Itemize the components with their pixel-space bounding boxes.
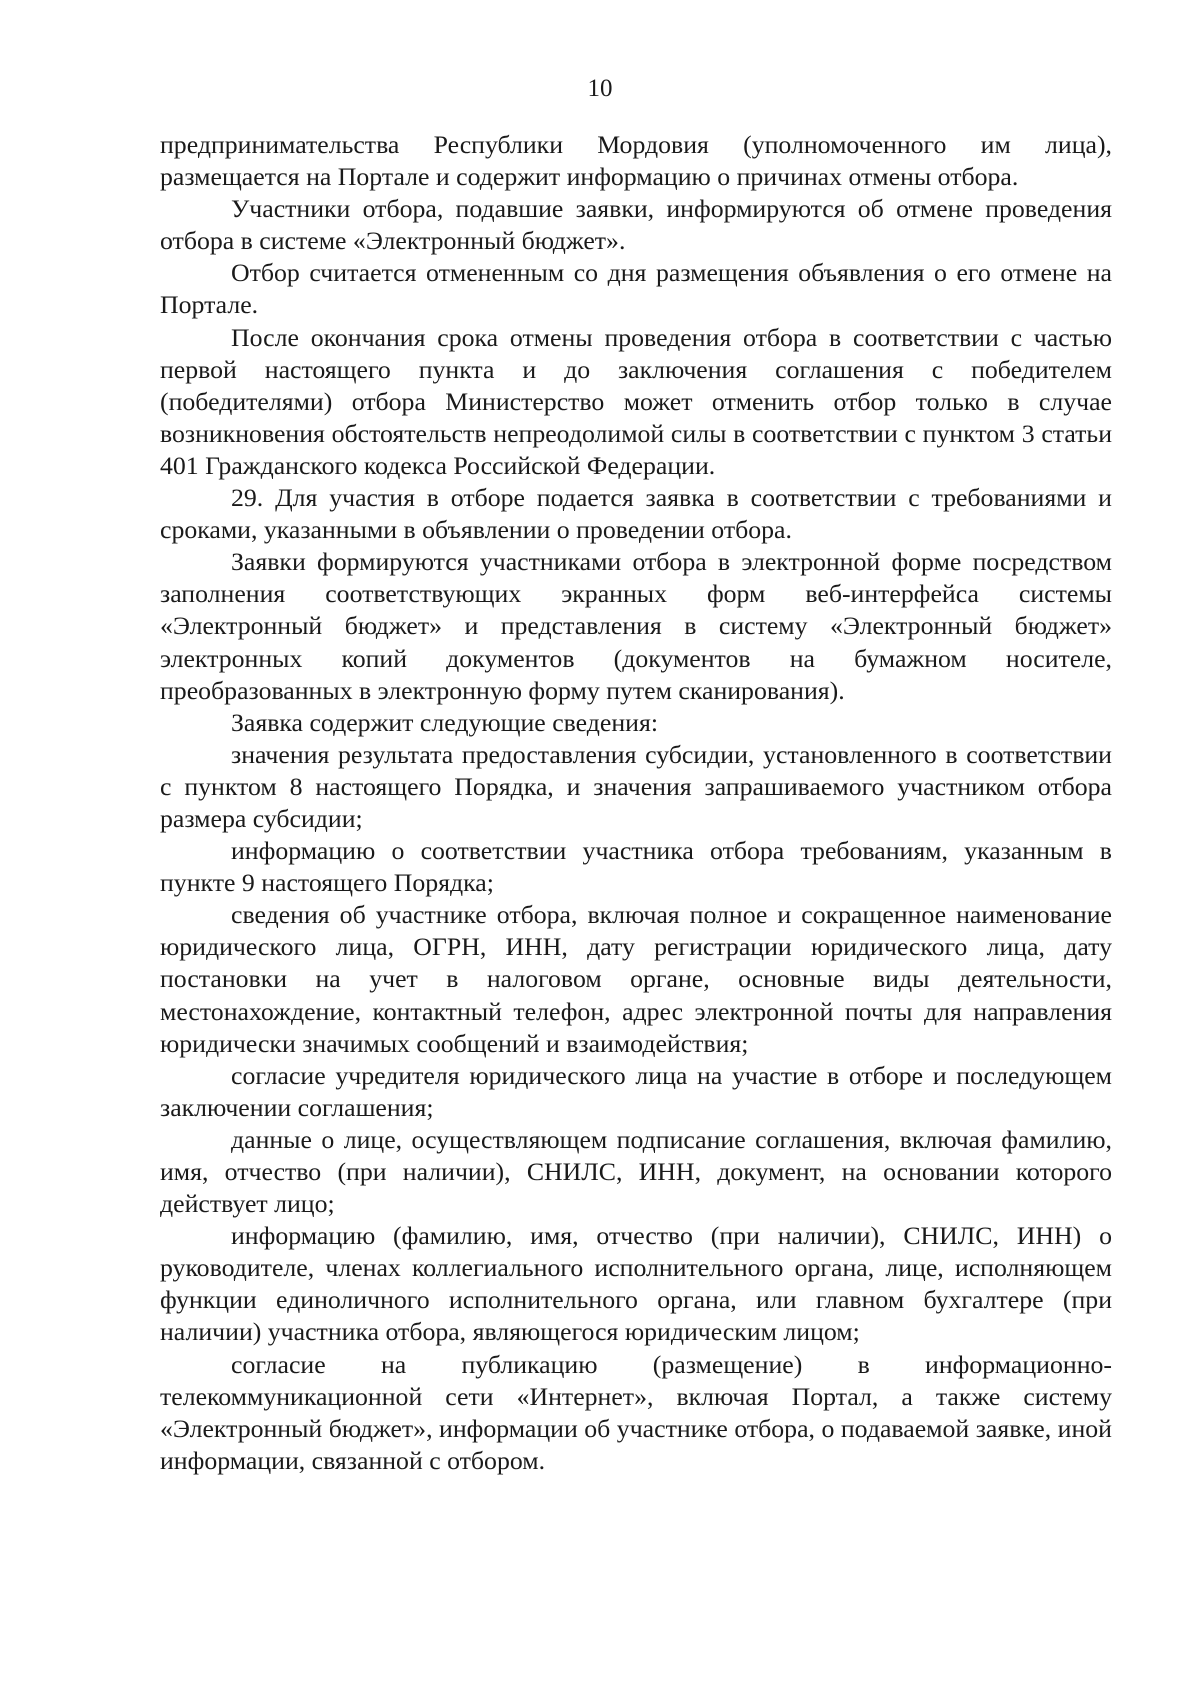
list-item-participant-details: сведения об участнике отбора, включая полное и сокращенное наименование юридического лица, ОГРН, ИНН, дату регистрации юридического лица, дату постановки на учет в налоговом органе, основные виды деятельности, местонахождение, контактный телефон, адрес электронной почты для направления юридически значимых сообщений и взаимодействия;	[160, 900, 1112, 1058]
paragraph-continuation: предпринимательства Республики Мордовия (уполномоченного им лица), размещается на Портале и содержит информацию о причинах отмены отбора.	[160, 130, 1112, 192]
list-item-signatory-data: данные о лице, осуществляющем подписание соглашения, включая фамилию, имя, отчество (при наличии), СНИЛС, ИНН, документ, на основании которого действует лицо;	[160, 1124, 1112, 1219]
list-item-founder-consent: согласие учредителя юридического лица на участие в отборе и последующем заключении соглашения;	[160, 1060, 1112, 1122]
list-item-compliance-info: информацию о соответствии участника отбора требованиям, указанным в пункте 9 настоящего Порядка;	[160, 836, 1112, 898]
paragraph-force-majeure: После окончания срока отмены проведения отбора в соответствии с частью первой настоящего пункта и до заключения соглашения с победителем (победителями) отбора Министерство может отменить отбор только в случае возникновения обстоятельств непреодолимой силы в соответствии с пунктом 3 статьи 401 Гражданского кодекса Российской Федерации.	[160, 322, 1112, 480]
page-number: 10	[587, 75, 613, 102]
paragraph-selection-cancelled: Отбор считается отмененным со дня размещения объявления о его отмене на Портале.	[160, 258, 1112, 320]
paragraph-item-29: 29. Для участия в отборе подается заявка в соответствии с требованиями и сроками, указанными в объявлении о проведении отбора.	[160, 483, 1112, 545]
paragraph-applications-formed: Заявки формируются участниками отбора в электронной форме посредством заполнения соответствующих экранных форм веб-интерфейса системы «Электронный бюджет» и представления в систему «Электронный бюджет» электронных копий документов (документов на бумажном носителе, преобразованных в электронную форму путем сканирования).	[160, 547, 1112, 705]
list-item-management-info: информацию (фамилию, имя, отчество (при наличии), СНИЛС, ИНН) о руководителе, членах коллегиального исполнительного органа, лице, исполняющем функции единоличного исполнительного органа, или главном бухгалтере (при наличии) участника отбора, являющегося юридическим лицом;	[160, 1221, 1112, 1347]
paragraph-application-contents: Заявка содержит следующие сведения:	[231, 707, 658, 737]
list-item-result-values: значения результата предоставления субсидии, установленного в соответствии с пунктом 8 настоящего Порядка, и значения запрашиваемого участником отбора размера субсидии;	[160, 739, 1112, 833]
paragraph-participants-notified: Участники отбора, подавшие заявки, информируются об отмене проведения отбора в системе «Электронный бюджет».	[160, 194, 1112, 256]
list-item-publication-consent: согласие на публикацию (размещение) в информационно-телекоммуникационной сети «Интернет», включая Портал, а также систему «Электронный бюджет», информации об участнике отбора, о подаваемой заявке, иной информации, связанной с отбором.	[160, 1349, 1112, 1475]
document-body	[160, 129, 1112, 1477]
